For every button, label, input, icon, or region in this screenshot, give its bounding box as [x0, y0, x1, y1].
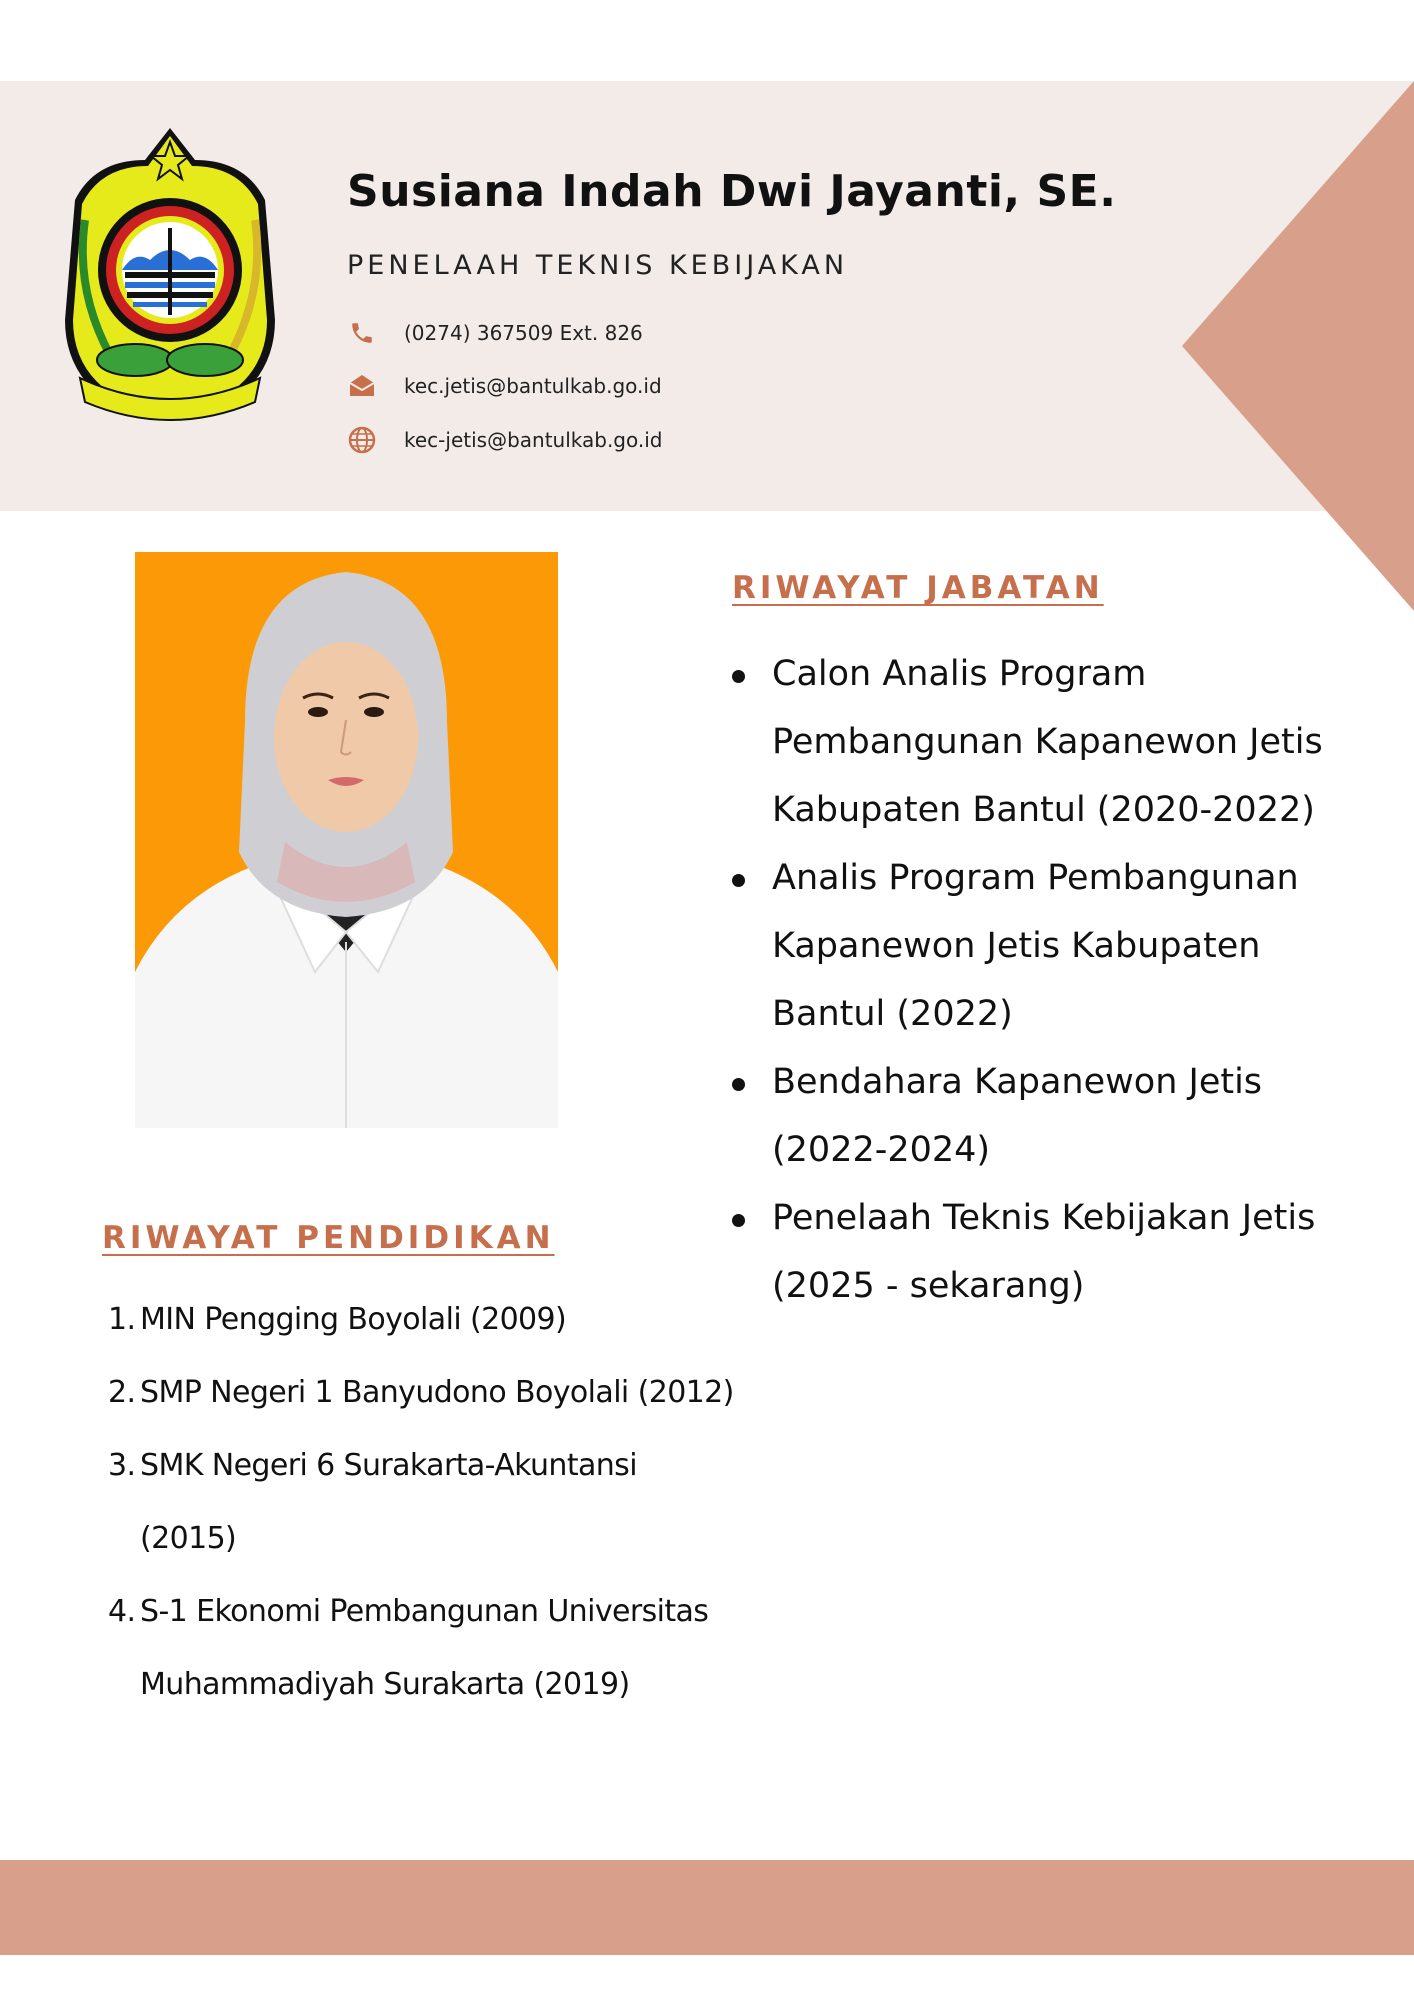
profile-job-title: PENELAAH TEKNIS KEBIJAKAN — [347, 250, 849, 281]
contact-email — [347, 371, 662, 401]
contact-web-text: kec-jetis@bantulkab.go.id — [404, 428, 663, 452]
list-item-text: SMK Negeri 6 Surakarta-Akuntansi (2015) — [140, 1448, 637, 1556]
list-item — [102, 1356, 742, 1429]
list-item — [102, 1429, 742, 1575]
list-item — [102, 1575, 742, 1721]
list-item — [102, 1283, 742, 1356]
list-item-text: MIN Pengging Boyolali (2009) — [140, 1302, 567, 1337]
profile-name: Susiana Indah Dwi Jayanti, SE. — [347, 166, 1117, 217]
riwayat-jabatan-heading: RIWAYAT JABATAN — [732, 570, 1104, 606]
globe-icon — [347, 425, 377, 455]
list-number: 1. — [108, 1302, 136, 1337]
riwayat-pendidikan-heading: RIWAYAT PENDIDIKAN — [102, 1220, 555, 1256]
contact-phone — [347, 318, 643, 348]
email-icon — [347, 371, 377, 401]
list-item: Penelaah Teknis Kebijakan Jetis (2025 - sekarang) — [732, 1184, 1382, 1320]
list-number: 4. — [108, 1594, 136, 1629]
list-number: 2. — [108, 1375, 136, 1410]
riwayat-pendidikan-list — [102, 1283, 742, 1721]
list-item: Calon Analis Program Pembangunan Kapanewon Jetis Kabupaten Bantul (2020-2022) — [732, 640, 1382, 844]
riwayat-jabatan-list — [732, 640, 1382, 1320]
list-item: Bendahara Kapanewon Jetis (2022-2024) — [732, 1048, 1382, 1184]
contact-phone-text: (0274) 367509 Ext. 826 — [404, 321, 643, 345]
kabupaten-bantul-emblem — [55, 120, 285, 430]
profile-photo — [135, 552, 558, 1128]
list-item: Analis Program Pembangunan Kapanewon Jetis Kabupaten Bantul (2022) — [732, 844, 1382, 1048]
list-item-text: SMP Negeri 1 Banyudono Boyolali (2012) — [140, 1375, 734, 1410]
contact-web — [347, 425, 663, 455]
list-number: 3. — [108, 1448, 136, 1483]
contact-email-text: kec.jetis@bantulkab.go.id — [404, 374, 662, 398]
list-item-text: S-1 Ekonomi Pembangunan Universitas Muhammadiyah Surakarta (2019) — [140, 1594, 709, 1702]
footer-band — [0, 1860, 1414, 1955]
phone-icon — [347, 318, 377, 348]
